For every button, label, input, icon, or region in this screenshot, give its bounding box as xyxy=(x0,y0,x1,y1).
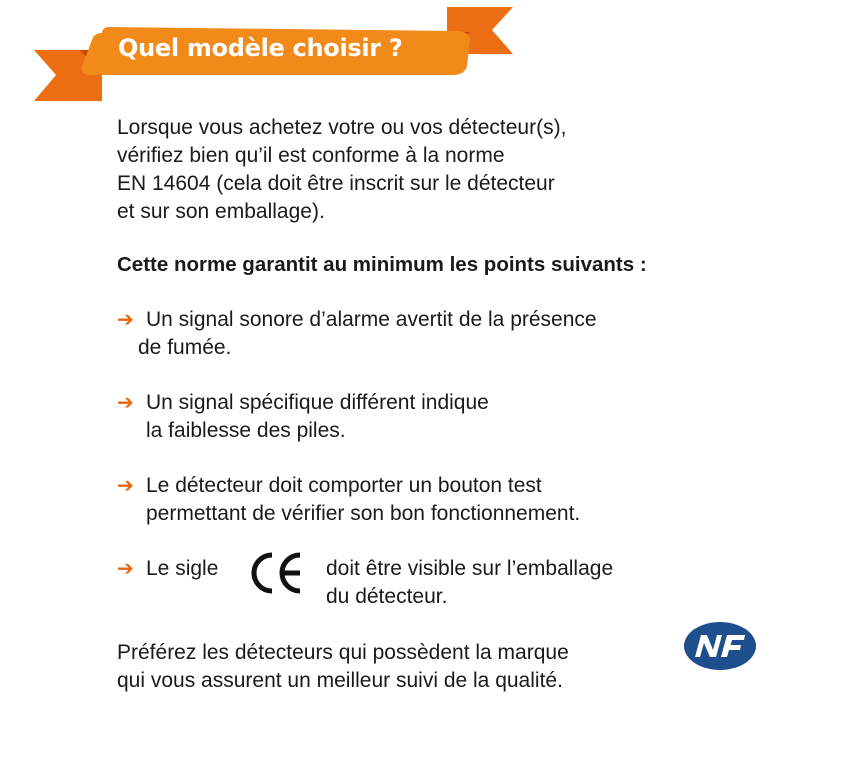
list-item-text: la faiblesse des piles. xyxy=(146,419,346,442)
page-title: Quel modèle choisir ? xyxy=(118,34,403,62)
nf-logo-icon xyxy=(683,620,757,672)
closing-paragraph xyxy=(117,639,569,695)
list-item-text: Un signal sonore d’alarme avertit de la présence xyxy=(146,308,597,331)
list-item xyxy=(117,306,597,362)
intro-line: vérifiez bien qu’il est conforme à la norme xyxy=(117,144,505,167)
list-item xyxy=(117,555,218,583)
list-item-prefix: Le sigle xyxy=(146,557,219,580)
list-item xyxy=(117,389,489,445)
list-item xyxy=(117,472,580,528)
list-item-text: Un signal spécifique différent indique xyxy=(146,391,489,414)
closing-line: Préférez les détecteurs qui possèdent la marque xyxy=(117,641,569,664)
closing-line: qui vous assurent un meilleur suivi de la qualité. xyxy=(117,669,563,692)
list-item-text: doit être visible sur l’emballage xyxy=(326,557,614,580)
arrow-right-icon: ➔ xyxy=(117,309,134,331)
ce-mark-icon xyxy=(246,551,304,595)
norm-heading: Cette norme garantit au minimum les points suivants : xyxy=(117,253,647,276)
list-item-continuation xyxy=(326,555,613,611)
list-item-text: Le détecteur doit comporter un bouton test xyxy=(146,474,542,497)
arrow-right-icon: ➔ xyxy=(117,558,134,580)
intro-paragraph xyxy=(117,114,737,226)
list-item-text: de fumée. xyxy=(138,336,232,359)
list-item-text: du détecteur. xyxy=(326,585,448,608)
arrow-right-icon: ➔ xyxy=(117,475,134,497)
intro-line: et sur son emballage). xyxy=(117,200,325,223)
arrow-right-icon: ➔ xyxy=(117,392,134,414)
intro-line: Lorsque vous achetez votre ou vos détecteur(s), xyxy=(117,116,567,139)
list-item-text: permettant de vérifier son bon fonctionnement. xyxy=(146,502,581,525)
intro-line: EN 14604 (cela doit être inscrit sur le détecteur xyxy=(117,172,555,195)
